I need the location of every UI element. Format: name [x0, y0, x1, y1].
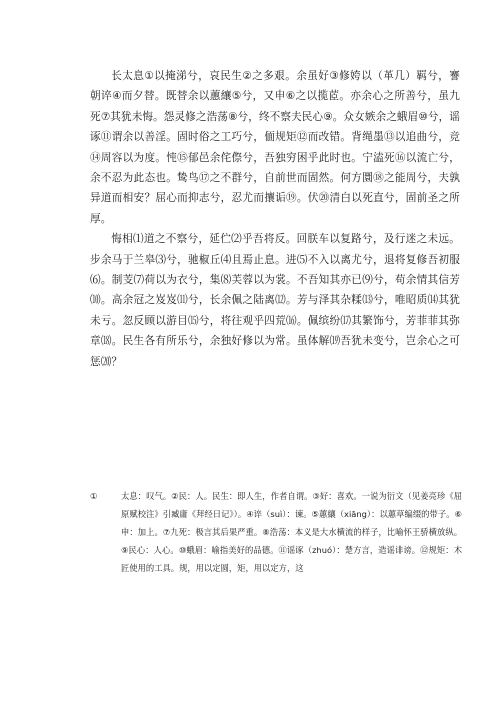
- annotation-marker: ①: [90, 491, 98, 501]
- paragraph-2: 悔相⑴道之不察兮，延伫⑵乎吾将反。回朕车以复路兮，及行迷之未远。步余马于兰皋⑶兮，驰椒丘⑷且焉止息。进⑸不入以离尤兮，退将复修吾初服⑹。制芰⑺荷以为衣兮，集⑻芙蓉以为裳。不吾知其亦已⑼兮，苟余情其信芳⑽。高余冠之岌岌⑾兮，长余佩之陆离⑿。芳与泽其杂糅⒀兮，唯昭质⒁其犹未亏。忽反顾以游目⒂兮，将往观乎四荒⒃。佩缤纷⒄其繁饰兮，芳菲菲其弥章⒅。民生各有所乐兮，余独好修以为常。虽体解⒆吾犹未变兮，岂余心之可惩⒇？: [90, 233, 460, 368]
- paragraph-1: 长太息①以掩涕兮，哀民生②之多艰。余虽好③修姱以（革几）羁兮，謇朝谇④而夕替。既替余以蕙纕⑤兮，又申⑥之以揽茝。亦余心之所善兮，虽九死⑦其犹未悔。怨灵修之浩荡⑧兮，终不察夫民心⑨。众女嫉余之蛾眉⑩兮，谣诼⑪谓余以善淫。固时俗之工巧兮，偭规矩⑫而改错。背绳墨⑬以追曲兮，竞⑭周容以为度。忳⑮郁邑余侘傺兮，吾独穷困乎此时也。宁溘死⑯以流亡兮，余不忍为此态也。鸷鸟⑰之不群兮，自前世而固然。何方圜⑱之能周兮，夫孰异道而相安？屈心而抑志兮，忍尤而攘诟⑲。伏⑳清白以死直兮，固前圣之所厚。: [90, 70, 460, 225]
- main-text: [90, 66, 460, 372]
- annotation-block: [90, 488, 462, 578]
- annotation-text: 太息：叹气。②民：人。民生：即人生，作者自谓。③好：喜欢。一说为衍文（见姜亮珍《屈原赋校注》引臧庸《拜经日记》）。④谇（suì）：谏。⑤蕙纕（xiāng）：以蕙草编缀的带子。⑥申：加上。⑦九死：极言其后果严重。⑧浩荡：本义是大水横流的样子，比喻怀王骄横放纵。⑨民心：人心。⑩蛾眉：喻指美好的品德。⑪谣诼（zhuó）：楚方言，造谣诽谤。⑫规矩：木匠使用的工具。规，用以定圆，矩，用以定方，这: [121, 491, 462, 573]
